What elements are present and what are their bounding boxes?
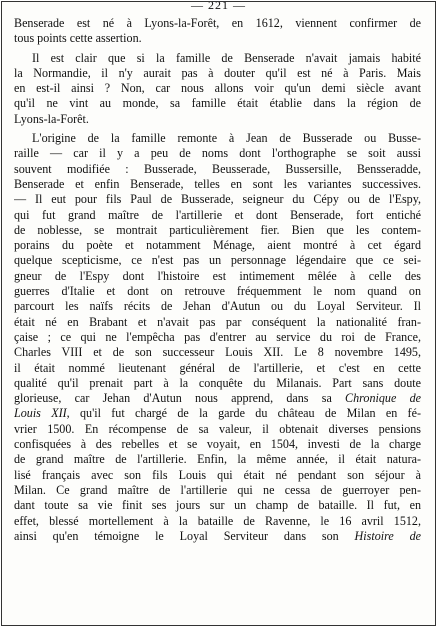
text-line: Milan. Ce grand maître de l'artillerie qui ne cessa de guerroyer pen- xyxy=(14,482,421,497)
text-line: il était nommé lieutenant général de l'artillerie, et c'est en cette xyxy=(14,360,421,375)
text-line: ainsi qu'en témoigne le Loyal Serviteur dans son Histoire de xyxy=(14,528,421,543)
text-line: de grand maître de l'artillerie. Enfin, la même année, il était natura- xyxy=(14,452,421,467)
text-line: souvent modifiée : Busserade, Beusserade, Bussersille, Bensseradde, xyxy=(14,161,421,176)
text-line: glorieuse, car Jehan d'Autun nous apprend, dans sa Chronique de xyxy=(14,391,421,406)
page-number: — 221 — xyxy=(191,1,246,12)
text-line: Il est clair que si la famille de Benserade n'avait jamais habité xyxy=(32,50,421,65)
text-line: çaise ; ce qui ne l'empêcha pas d'entrer au service du roi de France, xyxy=(14,329,421,344)
text-line: gneur de l'Espy dont l'histoire est intimement mêlée à celle des xyxy=(14,268,421,283)
text-line: de noblesse, se montrait particulièrement fier. Bien que les contem- xyxy=(14,222,421,237)
text-line: L'origine de la famille remonte à Jean de Busserade ou Busse- xyxy=(32,131,421,146)
text-line: dant toute sa vie finit ses jours sur un champ de bataille. Il fut, en xyxy=(14,498,421,513)
text-line: tous points cette assertion. xyxy=(14,31,142,46)
text-line: Lyons-la-Forêt. xyxy=(14,111,89,126)
text-line: la Normandie, il n'y aurait pas à douter qu'il est né à Paris. Mais xyxy=(14,65,421,80)
text-line: en est-il ainsi ? Non, car nous allons voir qu'un demi siècle avant xyxy=(14,81,421,96)
text-line: qualité qu'il prenait part à la conquête du Milanais. Part sans doute xyxy=(14,375,421,390)
text-line: quelque scepticisme, ce n'est pas un personnage légendaire que ce sei- xyxy=(14,253,421,268)
text-line: était né en Brabant et n'avait pas par conséquent la nationalité fran- xyxy=(14,314,421,329)
text-line: confisquées à des rebelles et se voyait, en 1504, investi de la charge xyxy=(14,437,421,452)
text-line: porains du poète et notamment Ménage, aient montré à cet égard xyxy=(14,238,421,253)
body-text xyxy=(14,16,421,544)
document-page xyxy=(1,1,436,626)
text-line: qu'il ne vint au monde, sa famille était établie dans la région de xyxy=(14,96,421,111)
text-line: — Il eut pour fils Paul de Busserade, seigneur du Cépy ou de l'Espy, xyxy=(14,192,421,207)
text-line: parcourt les naïfs récits de Jehan d'Autun ou du Loyal Serviteur. Il xyxy=(14,299,421,314)
text-line: qui fut grand maître de l'artillerie et dont Benserade, fort entiché xyxy=(14,207,421,222)
text-line: Louis XII, qu'il fut chargé de la garde du château de Milan en fé- xyxy=(14,406,421,421)
text-line: Benserade et enfin Benserade, telles en sont les variantes successives. xyxy=(14,176,421,191)
text-line: effet, blessé mortellement à la bataille de Ravenne, le 16 avril 1512, xyxy=(14,513,421,528)
text-line: guerres d'Italie et dont on retrouve fréquemment le nom quand on xyxy=(14,284,421,299)
text-line: raille — car il y a peu de noms dont l'orthographe se soit aussi xyxy=(14,146,421,161)
text-line: Benserade est né à Lyons-la-Forêt, en 1612, viennent confirmer de xyxy=(14,16,421,30)
text-line: vrier 1500. En récompense de sa valeur, il obtenait diverses pensions xyxy=(14,421,421,436)
text-line: lisé français avec son fils Louis qui était né pendant son séjour à xyxy=(14,467,421,482)
text-line: Charles VIII et de son successeur Louis XII. Le 8 novembre 1495, xyxy=(14,345,421,360)
